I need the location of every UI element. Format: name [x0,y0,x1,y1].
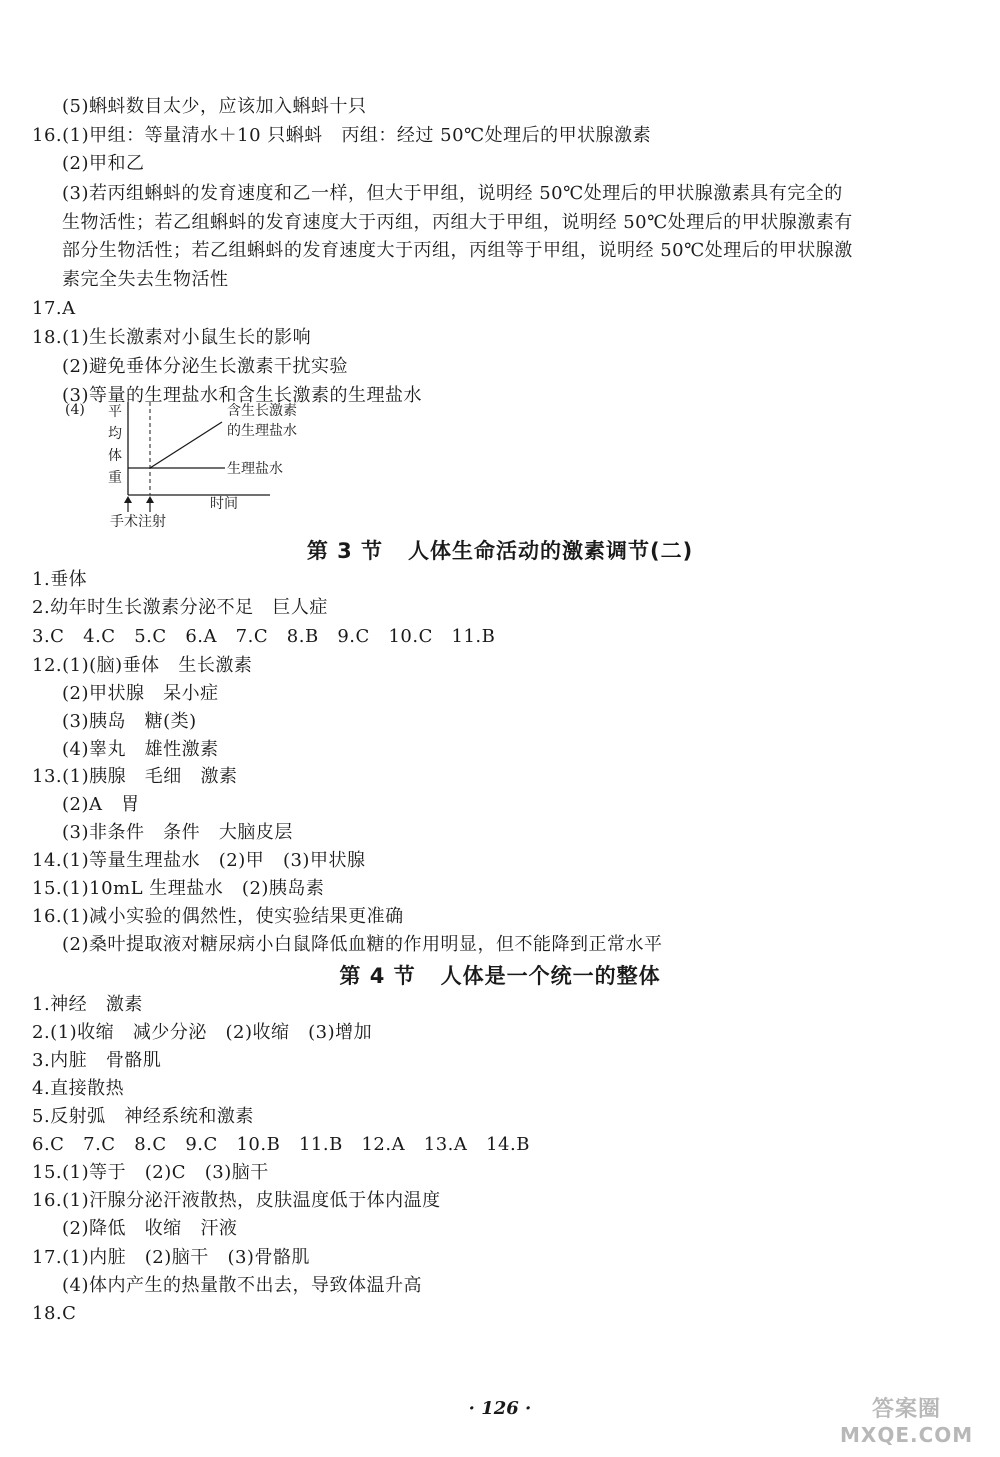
surgery-arrow-head [124,496,132,503]
answer-line: (2)桑叶提取液对糖尿病小白鼠降低血糖的作用明显，但不能降到正常水平 [62,934,663,955]
section-heading: 第 3 节 人体生命活动的激素调节(二) [306,539,694,563]
answer-line: (2)甲和乙 [62,153,145,174]
answer-line: 16.(1)汗腺分泌汗液散热，皮肤温度低于体内温度 [32,1190,441,1211]
answer-line: 12.(1)(脑)垂体 生长激素 [32,655,253,676]
answer-line: 16.(1)甲组：等量清水＋10 只蝌蚪 丙组：经过 50℃处理后的甲状腺激素 [32,125,652,146]
y-axis-label-char: 平 [108,404,122,420]
y-axis-label-char: 均 [108,426,122,442]
watermark-text: 答案圈 [872,1397,942,1422]
watermark-logo [832,1388,982,1448]
answer-line: (2)A 胃 [62,794,140,815]
answer-line: 5.反射弧 神经系统和激素 [32,1106,254,1127]
answer-line: 13.(1)胰腺 毛细 激素 [32,766,238,787]
answer-line: 18.C [32,1303,77,1324]
answer-line: (2)降低 收缩 汗液 [62,1218,238,1239]
answer-line: (4)睾丸 雄性激素 [62,739,219,760]
graph-item-label: (4) [65,402,85,418]
answer-line: 17.A [32,298,76,319]
answer-line: (3)胰岛 糖(类) [62,711,197,732]
saline-line-label: 生理盐水 [227,461,283,477]
answer-line: 17.(1)内脏 (2)脑干 (3)骨骼肌 [32,1247,310,1268]
answer-line: 生物活性；若乙组蝌蚪的发育速度大于丙组，丙组大于甲组，说明经 50℃处理后的甲状腺激素有 [62,212,853,233]
answer-line: 1.神经 激素 [32,994,143,1015]
section-heading: 第 4 节 人体是一个统一的整体 [339,964,661,988]
answer-line: 18.(1)生长激素对小鼠生长的影响 [32,327,312,348]
weight-time-graph [60,400,320,530]
answer-line: (2)甲状腺 呆小症 [62,683,219,704]
answer-line: 4.直接散热 [32,1078,125,1099]
answer-line: (3)非条件 条件 大脑皮层 [62,822,293,843]
injection-arrow-head [146,496,154,503]
hormone-saline-line [150,422,222,468]
answer-line: 2.(1)收缩 减少分泌 (2)收缩 (3)增加 [32,1022,373,1043]
y-axis-label-char: 重 [108,470,122,486]
answer-line: 15.(1)等于 (2)C (3)脑干 [32,1162,269,1183]
hormone-line-label: 含生长激素 [227,403,297,419]
answer-line: (4)体内产生的热量散不出去，导致体温升高 [62,1275,422,1296]
hormone-line-label: 的生理盐水 [227,423,297,439]
answer-line: 2.幼年时生长激素分泌不足 巨人症 [32,597,328,618]
y-axis-label-char: 体 [108,448,122,464]
answer-line: (3)等量的生理盐水和含生长激素的生理盐水 [62,385,422,406]
answer-line: 素完全失去生物活性 [62,269,229,290]
answer-line: 14.(1)等量生理盐水 (2)甲 (3)甲状腺 [32,850,366,871]
answer-line: 1.垂体 [32,569,88,590]
answer-line: 部分生物活性；若乙组蝌蚪的发育速度大于丙组，丙组等于甲组，说明经 50℃处理后的甲状腺激 [62,240,853,261]
answer-line: (5)蝌蚪数目太少，应该加入蝌蚪十只 [62,96,367,117]
page-number: · 126 · [468,1398,532,1419]
arrows-label: 手术注射 [110,514,166,530]
answer-line: 6.C 7.C 8.C 9.C 10.B 11.B 12.A 13.A 14.B [32,1134,530,1155]
answer-line: 16.(1)减小实验的偶然性，使实验结果更准确 [32,906,404,927]
watermark-url: MXQE.COM [840,1423,974,1447]
answer-line: (2)避免垂体分泌生长激素干扰实验 [62,356,348,377]
answer-line: 3.C 4.C 5.C 6.A 7.C 8.B 9.C 10.C 11.B [32,626,496,647]
answer-line: 3.内脏 骨骼肌 [32,1050,162,1071]
answer-line: (3)若丙组蝌蚪的发育速度和乙一样，但大于甲组，说明经 50℃处理后的甲状腺激素具有完全的 [62,183,843,204]
x-axis-label: 时间 [210,496,238,512]
answer-line: 15.(1)10mL 生理盐水 (2)胰岛素 [32,878,325,899]
